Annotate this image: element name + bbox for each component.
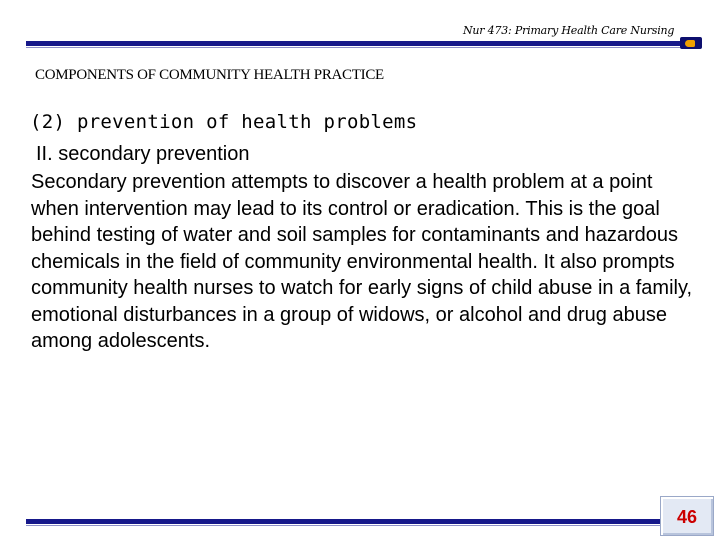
header-rule-shadow bbox=[26, 47, 680, 48]
header-rule bbox=[26, 41, 680, 46]
footer-rule bbox=[26, 519, 660, 524]
slide-subtitle: (2) prevention of health problems bbox=[30, 111, 418, 133]
header-bullet-accent bbox=[685, 40, 695, 47]
slide-body-text: Secondary prevention attempts to discover a health problem at a point when intervention may lead to its control or eradication. This is the goal behind testing of water and soil samples for contaminants and hazardous chemicals in the field of community environmental health. It also prompts community health nurses to watch for early signs of child abuse in a family, emotional disturbances in a group of widows, or alcohol and drug abuse among adolescents. bbox=[31, 171, 693, 352]
slide-heading: COMPONENTS OF COMMUNITY HEALTH PRACTICE bbox=[35, 67, 384, 83]
slide-subheading: II. secondary prevention bbox=[36, 143, 250, 165]
page-number: 46 bbox=[676, 507, 698, 527]
footer-rule-shadow bbox=[26, 525, 660, 526]
course-title: Nur 473: Primary Health Care Nursing bbox=[463, 24, 675, 37]
